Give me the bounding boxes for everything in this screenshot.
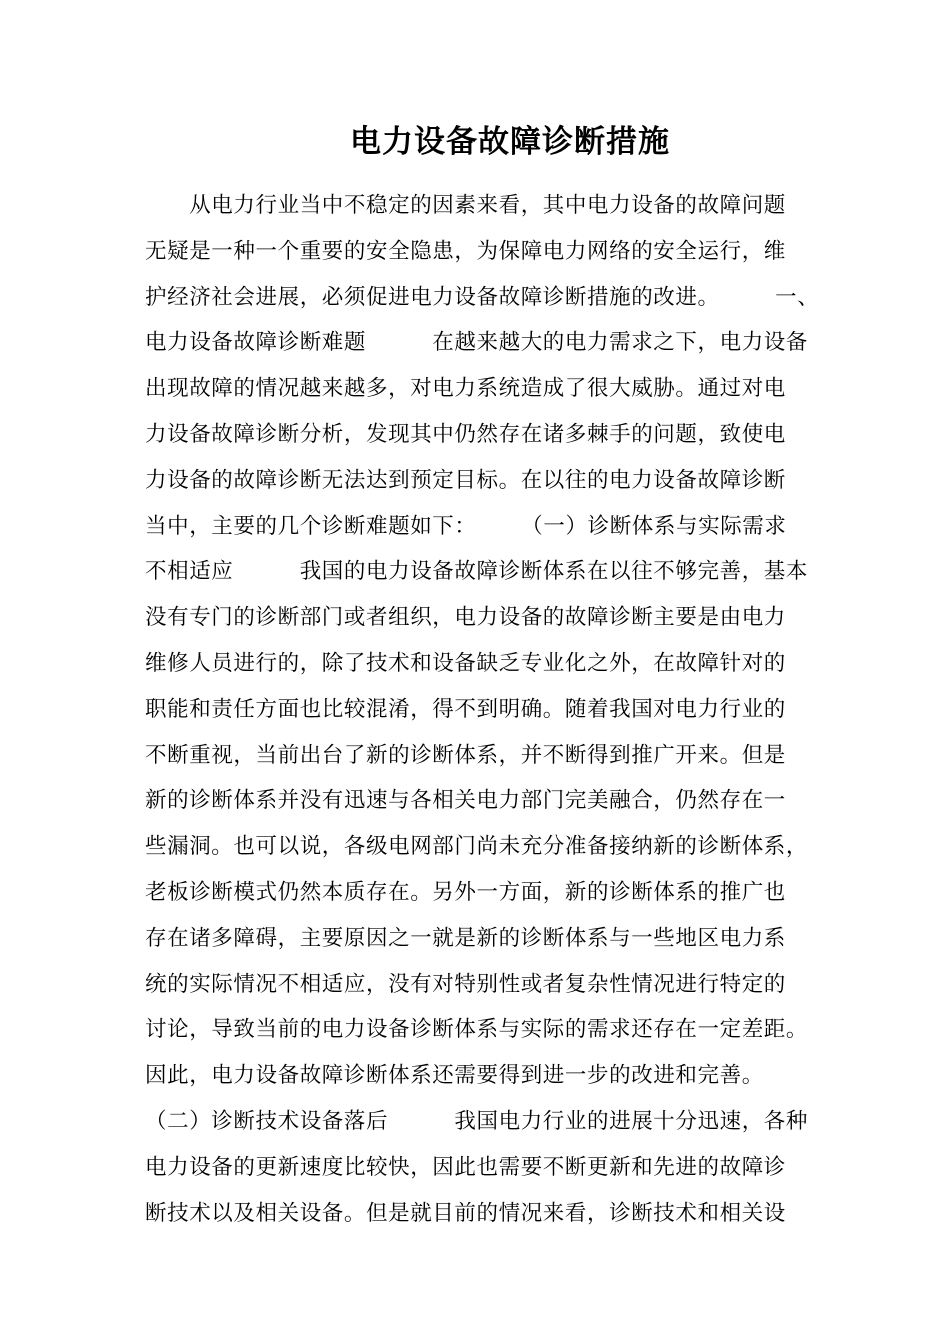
text-line: 护经济社会进展，必须促进电力设备故障诊断措施的改进。 一、 <box>145 284 820 310</box>
document-title: 电力设备故障诊断措施 <box>350 124 670 160</box>
text-line: 无疑是一种一个重要的安全隐患，为保障电力网络的安全运行，维 <box>145 238 786 264</box>
text-line: 老板诊断模式仍然本质存在。另外一方面，新的诊断体系的推广也 <box>145 879 786 905</box>
text-line: 出现故障的情况越来越多，对电力系统造成了很大威胁。通过对电 <box>145 376 786 402</box>
text-line: （二）诊断技术设备落后 我国电力行业的进展十分迅速，各种 <box>145 1108 809 1134</box>
text-line: 断技术以及相关设备。但是就目前的情况来看，诊断技术和相关设 <box>145 1200 786 1226</box>
text-line: 讨论，导致当前的电力设备诊断体系与实际的需求还存在一定差距。 <box>145 1017 809 1043</box>
text-line: 存在诸多障碍，主要原因之一就是新的诊断体系与一些地区电力系 <box>145 925 786 951</box>
text-line: 力设备故障诊断分析，发现其中仍然存在诸多棘手的问题，致使电 <box>145 421 786 447</box>
text-line: 统的实际情况不相适应，没有对特别性或者复杂性情况进行特定的 <box>145 971 786 997</box>
text-line: 没有专门的诊断部门或者组织，电力设备的故障诊断主要是由电力 <box>145 605 786 631</box>
text-line: 职能和责任方面也比较混淆，得不到明确。随着我国对电力行业的 <box>145 696 786 722</box>
text-line: 些漏洞。也可以说，各级电网部门尚未充分准备接纳新的诊断体系， <box>145 834 809 860</box>
text-line: 不相适应 我国的电力设备故障诊断体系在以往不够完善，基本 <box>145 559 809 585</box>
text-line: 电力设备故障诊断难题 在越来越大的电力需求之下，电力设备 <box>145 330 809 356</box>
document-body <box>145 183 825 1236</box>
text-line: 当中，主要的几个诊断难题如下： （一）诊断体系与实际需求 <box>145 513 787 539</box>
text-line: 新的诊断体系并没有迅速与各相关电力部门完美融合，仍然存在一 <box>145 788 786 814</box>
text-line: 维修人员进行的，除了技术和设备缺乏专业化之外，在故障针对的 <box>145 650 786 676</box>
text-line: 电力设备的更新速度比较快，因此也需要不断更新和先进的故障诊 <box>145 1154 786 1180</box>
text-line: 从电力行业当中不稳定的因素来看，其中电力设备的故障问题 <box>145 193 786 218</box>
text-line: 力设备的故障诊断无法达到预定目标。在以往的电力设备故障诊断 <box>145 467 786 493</box>
text-line: 因此，电力设备故障诊断体系还需要得到进一步的改进和完善。 <box>145 1063 764 1089</box>
text-line: 不断重视，当前出台了新的诊断体系，并不断得到推广开来。但是 <box>145 742 786 768</box>
